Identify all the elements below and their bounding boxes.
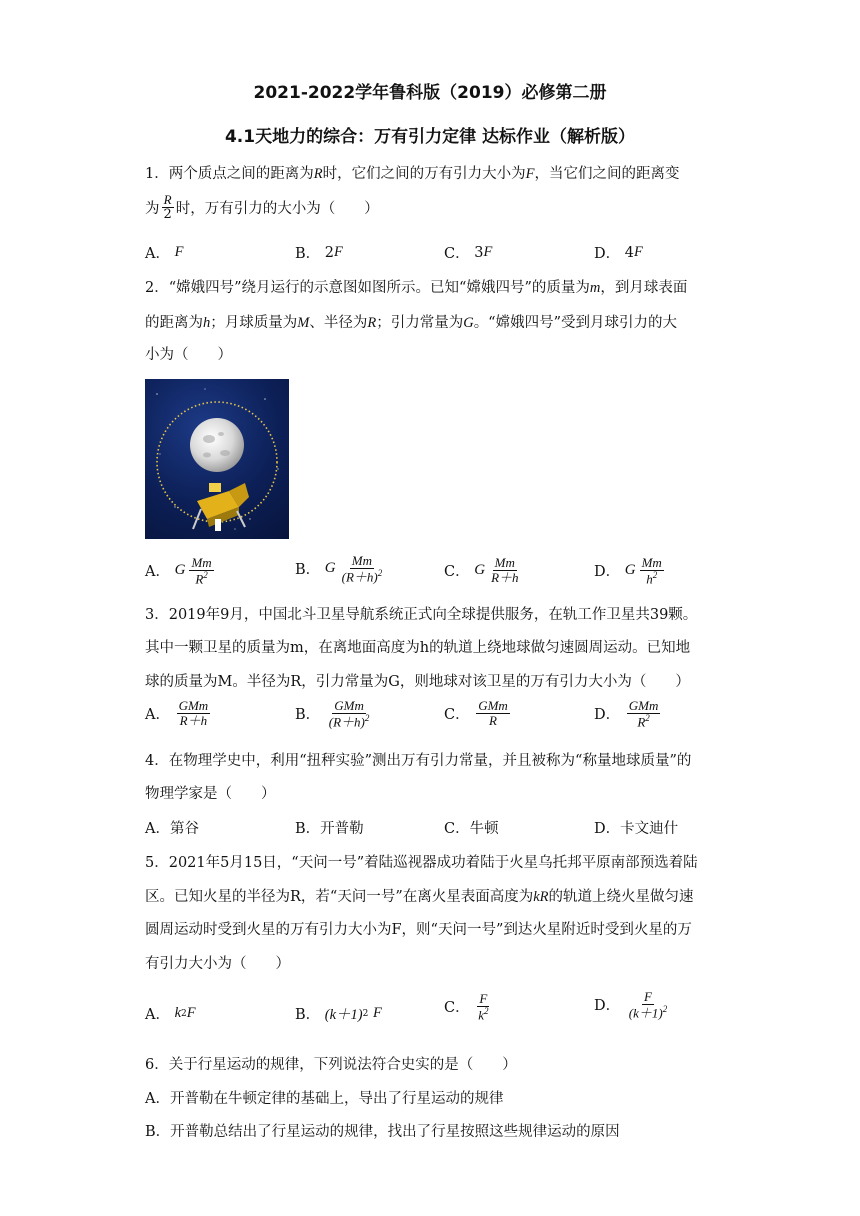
- q2-line2: 的距离为h；月球质量为M、半径为R；引力常量为G。“嫦娥四号”受到月球引力的大: [145, 315, 678, 331]
- q2-line3: 小为（ ）: [145, 347, 232, 363]
- q3-option-d[interactable]: D． $\frac{\text{GMm}}{R^2}$: [594, 698, 659, 729]
- q4-line2: 物理学家是（ ）: [145, 786, 276, 802]
- q3-option-c[interactable]: C． $\frac{\text{GMm}}{R}$: [444, 698, 508, 728]
- q2-option-c[interactable]: C． G $\frac{Mm}{R+h}$: [444, 555, 519, 585]
- q4-option-c[interactable]: C．牛顿: [444, 821, 499, 837]
- q1-option-b[interactable]: B． 2 F: [295, 244, 343, 262]
- q2-line1: 2．“嫦娥四号”绕月运行的示意图如图所示。已知“嫦娥四号”的质量为m，到月球表面: [145, 280, 688, 296]
- moon: [190, 418, 244, 472]
- q1-option-c[interactable]: C． 3 F: [444, 244, 493, 262]
- q1-line2: 为 $\frac{R}{2}$ 时，万有引力的大小为（ ）: [145, 192, 379, 222]
- q3-line1: 3．2019年9月，中国北斗卫星导航系统正式向全球提供服务，在轨工作卫星共39颗。: [145, 607, 698, 623]
- q2-option-b[interactable]: B． G $\frac{Mm}{(R+h)^2}$: [295, 553, 383, 584]
- q3-line2: 其中一颗卫星的质量为m，在离地面高度为h的轨道上绕地球做匀速圆周运动。已知地: [145, 640, 691, 656]
- doc-title: 2021-2022学年鲁科版（2019）必修第二册: [253, 83, 607, 103]
- q5-option-d[interactable]: D． $\frac{F}{(k+1)^2}$: [594, 989, 668, 1020]
- q3-option-b[interactable]: B． $\frac{\text{GMm}}{(R+h)^2}$: [295, 698, 370, 729]
- q6-option-a[interactable]: A．开普勒在牛顿定律的基础上，导出了行星运动的规律: [145, 1091, 504, 1107]
- doc-subtitle: 4.1天地力的综合：万有引力定律 达标作业（解析版）: [224, 127, 636, 147]
- q4-option-d[interactable]: D．卡文迪什: [594, 821, 679, 837]
- q5-line1: 5．2021年5月15日，“天问一号”着陆巡视器成功着陆于火星乌托邦平原南部预选着陆: [145, 855, 698, 871]
- q4-line1: 4．在物理学史中，利用“扭秤实验”测出万有引力常量，并且被称为“称量地球质量”的: [145, 753, 692, 769]
- q3-option-a[interactable]: A． $\frac{\text{GMm}}{R+h}$: [145, 698, 209, 728]
- q3-line3: 球的质量为M。半径为R，引力常量为G，则地球对该卫星的万有引力大小为（ ）: [145, 674, 690, 690]
- q1-line1: 1．两个质点之间的距离为R时，它们之间的万有引力大小为F，当它们之间的距离变: [145, 166, 680, 182]
- q5-option-a[interactable]: A． k 2 F: [145, 1005, 196, 1023]
- q5-line2: 区。已知火星的半径为R，若“天问一号”在离火星表面高度为kR的轨道上绕火星做匀速: [145, 889, 694, 905]
- q5-option-b[interactable]: B． (k＋1) 2 F: [295, 1005, 382, 1023]
- q4-option-a[interactable]: A．第谷: [145, 821, 199, 837]
- chang-e-4-illustration: [145, 379, 289, 539]
- q6-line1: 6．关于行星运动的规律，下列说法符合史实的是（ ）: [145, 1057, 517, 1073]
- moon-orbit-image: [145, 379, 289, 539]
- fraction: $\frac{R}{2}$: [163, 192, 172, 222]
- q5-line4: 有引力大小为（ ）: [145, 956, 290, 972]
- lander: [193, 483, 249, 531]
- q4-option-b[interactable]: B．开普勒: [295, 821, 364, 837]
- q5-option-c[interactable]: C． $\frac{F}{k^2}$: [444, 991, 489, 1022]
- q1-option-a[interactable]: A． F: [145, 244, 184, 262]
- q1-option-d[interactable]: D． 4 F: [594, 244, 643, 262]
- q2-option-a[interactable]: A． G $\frac{Mm}{R^2}$: [145, 555, 212, 586]
- q2-option-d[interactable]: D． G $\frac{Mm}{h^2}$: [594, 555, 662, 586]
- q5-line3: 圆周运动时受到火星的万有引力大小为F，则“天问一号”到达火星附近时受到火星的万: [145, 922, 692, 938]
- q6-option-b[interactable]: B．开普勒总结出了行星运动的规律，找出了行星按照这些规律运动的原因: [145, 1124, 620, 1140]
